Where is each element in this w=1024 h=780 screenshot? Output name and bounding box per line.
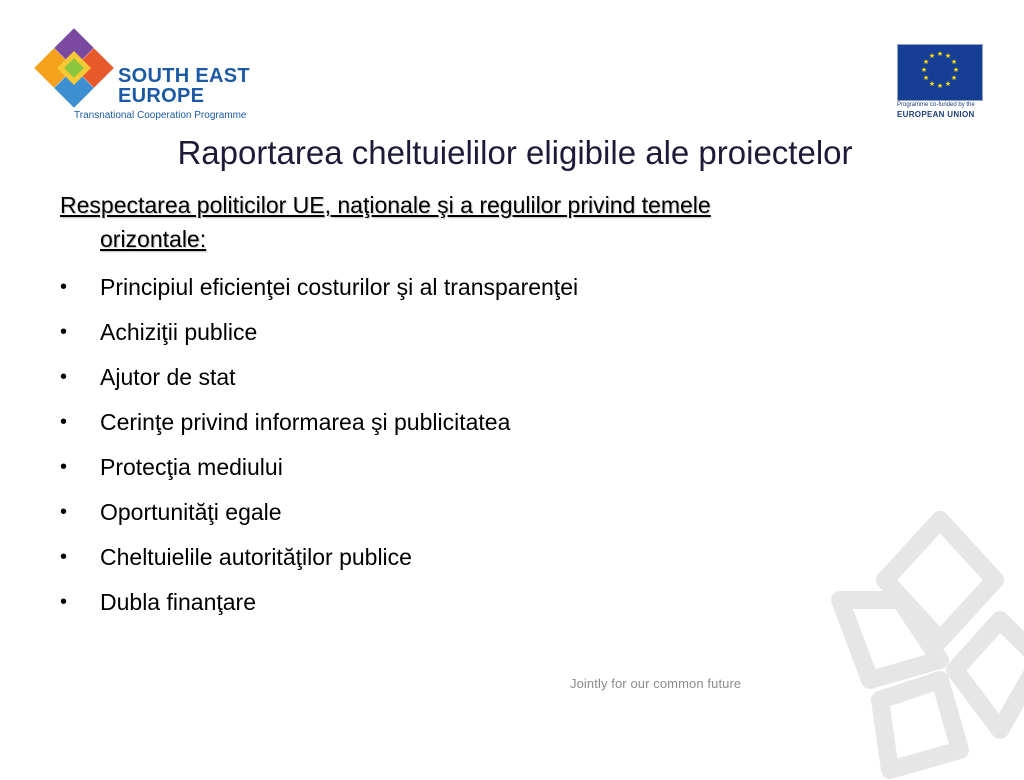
bullet-marker: •	[60, 501, 68, 523]
subtitle-line1: Respectarea politicilor UE, naţionale şi a regulilor privind temele	[60, 192, 711, 218]
svg-text:★: ★	[952, 66, 960, 74]
logo-text-line1: SOUTH EAST	[118, 65, 250, 87]
bullet-text: Cheltuielile autorităţilor publice	[100, 544, 412, 570]
bullet-item	[60, 358, 578, 403]
bullet-text: Achiziţii publice	[100, 319, 258, 345]
bullet-marker: •	[60, 411, 68, 433]
eu-caption-main: EUROPEAN UNION	[897, 110, 975, 119]
eu-flag-icon	[897, 44, 983, 101]
bullet-item	[60, 403, 578, 448]
bullet-item	[60, 493, 578, 538]
bullet-marker: •	[60, 366, 68, 388]
svg-text:★: ★	[950, 58, 958, 66]
bullet-item	[60, 448, 578, 493]
bullet-text: Cerinţe privind informarea şi publicitatea	[100, 409, 511, 435]
svg-text:★: ★	[922, 58, 930, 66]
eu-stars-icon	[898, 45, 982, 100]
bullet-text: Dubla finanţare	[100, 589, 256, 615]
svg-text:★: ★	[928, 52, 936, 60]
flower-logo-icon	[34, 28, 116, 110]
svg-text:★: ★	[936, 50, 944, 58]
tagline: Jointly for our common future	[570, 676, 742, 691]
bullet-marker: •	[60, 591, 68, 613]
bullet-list	[60, 268, 578, 628]
watermark-flower-icon	[780, 490, 1024, 780]
svg-text:★: ★	[944, 80, 952, 88]
svg-text:★: ★	[920, 66, 928, 74]
bullet-text: Protecţia mediului	[100, 454, 283, 480]
bullet-text: Ajutor de stat	[100, 364, 236, 390]
svg-text:★: ★	[922, 74, 930, 82]
south-east-europe-logo	[34, 28, 274, 128]
bullet-marker: •	[60, 276, 68, 298]
svg-text:★: ★	[928, 80, 936, 88]
bullet-text: Principiul eficienţei costurilor şi al transparenţei	[100, 274, 579, 300]
eu-caption-small: Programme co-funded by the	[897, 102, 975, 108]
bullet-item	[60, 583, 578, 628]
slide-title: Raportarea cheltuielilor eligibile ale proiectelor	[177, 134, 853, 171]
bullet-item	[60, 268, 578, 313]
logo-text-line2: EUROPE	[118, 85, 205, 107]
subtitle	[60, 188, 900, 256]
svg-text:★: ★	[950, 74, 958, 82]
bullet-marker: •	[60, 456, 68, 478]
bullet-item	[60, 538, 578, 583]
bullet-marker: •	[60, 546, 68, 568]
logo-text-line3: Transnational Cooperation Programme	[74, 110, 247, 121]
svg-text:★: ★	[944, 52, 952, 60]
bullet-text: Oportunităţi egale	[100, 499, 282, 525]
subtitle-line2: orizontale:	[100, 226, 207, 252]
bullet-marker: •	[60, 321, 68, 343]
svg-text:★: ★	[936, 82, 944, 90]
eu-logo	[895, 44, 985, 124]
bullet-item	[60, 313, 578, 358]
